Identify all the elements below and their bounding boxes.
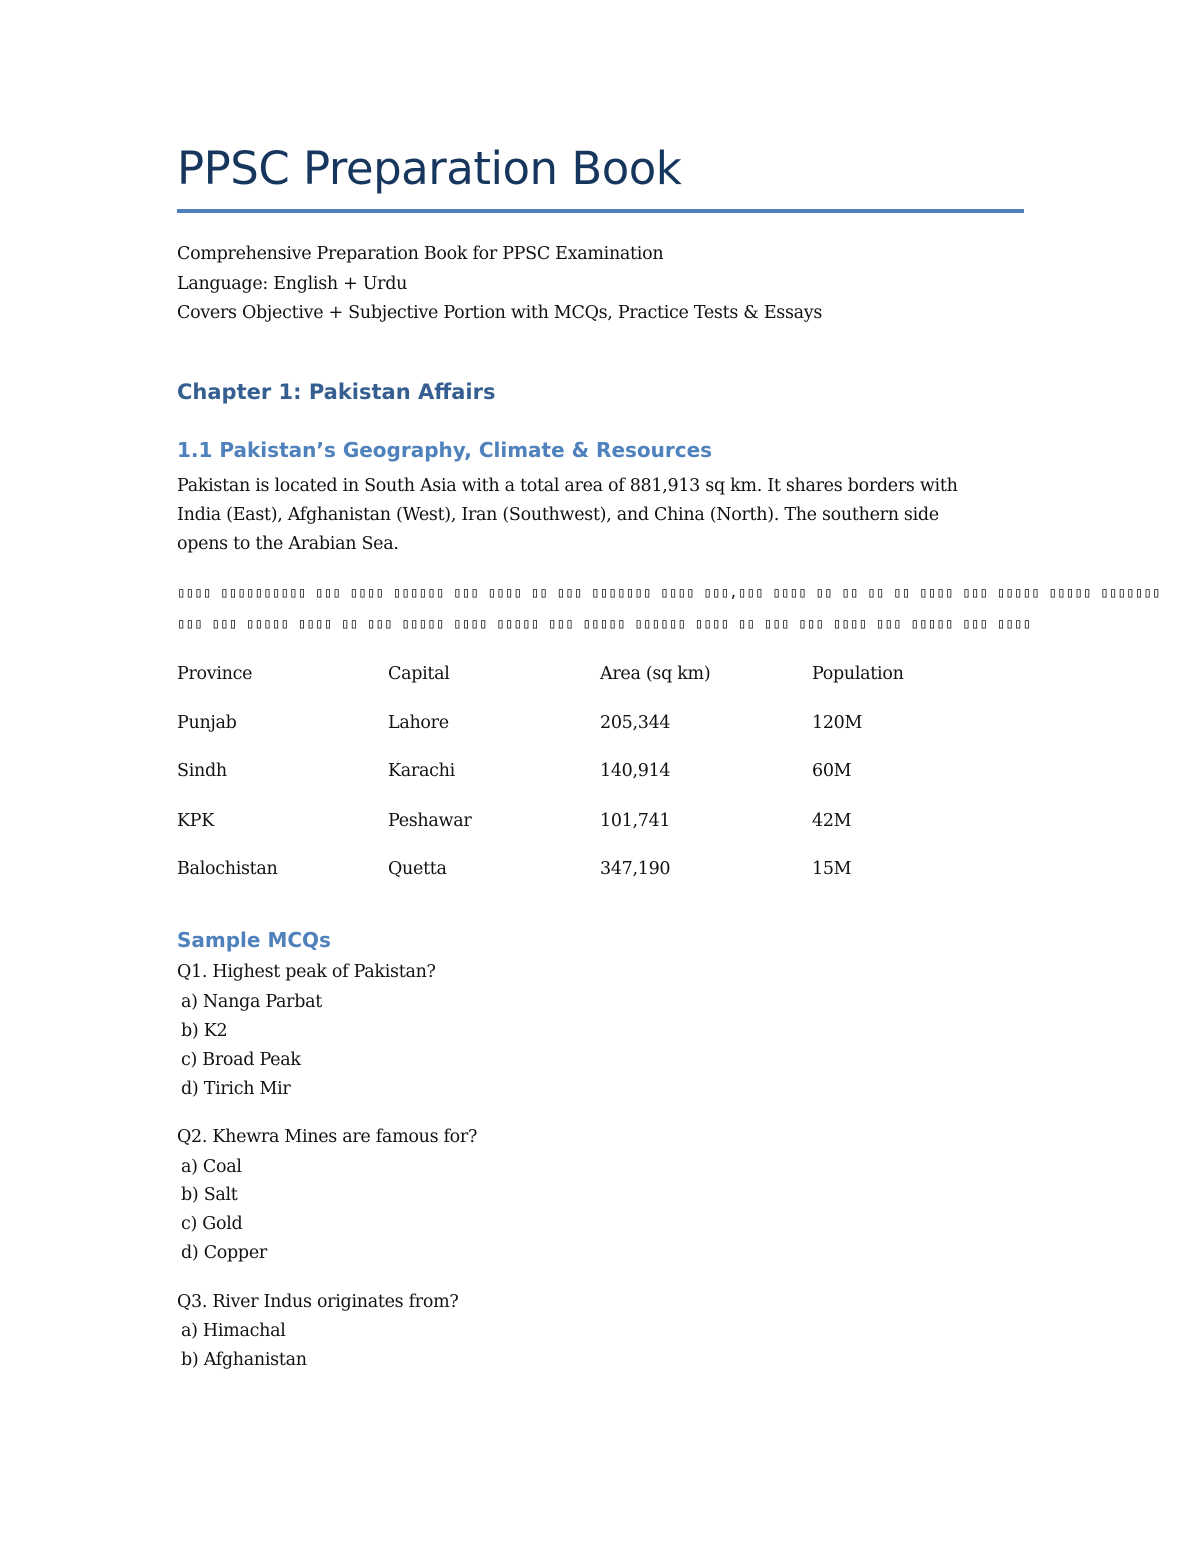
cell-capital: Peshawar [388,811,472,831]
cell-capital: Quetta [388,859,447,879]
table-row [177,811,1024,841]
cell-capital: Lahore [388,713,449,733]
cell-population: 120M [812,713,863,733]
section-heading: 1.1 Pakistan’s Geography, Climate & Resources [177,438,713,462]
mcq-question: Q2. Khewra Mines are famous for? [177,1127,478,1147]
cell-province: KPK [177,811,215,831]
cell-area: 205,344 [600,713,671,733]
mcq-option: a) Nanga Parbat [181,992,322,1012]
cell-population: 60M [812,761,852,781]
header-area: Area (sq km) [600,664,711,684]
header-capital: Capital [388,664,450,684]
meta-description: Comprehensive Preparation Book for PPSC Examination [177,244,664,264]
table-row [177,713,1024,743]
cell-area: 140,914 [600,761,671,781]
cell-capital: Karachi [388,761,455,781]
title-underline [177,209,1024,213]
urdu-line: ▯▯▯▯ ▯▯▯▯▯▯▯▯▯▯ ▯▯▯ ▯▯▯▯ ▯▯▯▯▯▯ ▯▯▯ ▯▯▯▯ ▯▯ ▯▯▯ ▯▯▯▯▯▯▯ ▯▯▯▯ ▯▯▯,▯▯▯ ▯▯▯▯ ▯▯ ▯▯ ▯▯ ▯▯ ▯▯▯▯ ▯▯▯ ▯▯▯▯▯ ▯▯▯▯▯ ▯▯▯▯▯▯▯ [177,585,1161,601]
mcq-question: Q1. Highest peak of Pakistan? [177,962,436,982]
cell-province: Punjab [177,713,237,733]
table-row [177,859,1024,889]
cell-population: 42M [812,811,852,831]
mcq-heading: Sample MCQs [177,928,331,952]
cell-area: 101,741 [600,811,671,831]
header-population: Population [812,664,904,684]
chapter-heading: Chapter 1: Pakistan Affairs [177,380,496,404]
urdu-line: ▯▯▯ ▯▯▯ ▯▯▯▯▯ ▯▯▯▯ ▯▯ ▯▯▯ ▯▯▯▯▯ ▯▯▯▯ ▯▯▯▯▯ ▯▯▯ ▯▯▯▯▯ ▯▯▯▯▯▯ ▯▯▯▯ ▯▯ ▯▯▯ ▯▯▯ ▯▯▯▯ ▯▯▯ ▯▯▯▯▯ ▯▯▯ ▯▯▯▯ [177,616,1032,632]
mcq-option: d) Tirich Mir [181,1079,291,1099]
table-row [177,761,1024,791]
meta-coverage: Covers Objective + Subjective Portion with MCQs, Practice Tests & Essays [177,303,823,323]
mcq-option: b) Afghanistan [181,1350,307,1370]
mcq-option: c) Broad Peak [181,1050,301,1070]
paragraph-line: opens to the Arabian Sea. [177,534,399,554]
cell-area: 347,190 [600,859,671,879]
mcq-option: b) K2 [181,1021,228,1041]
mcq-option: a) Himachal [181,1321,286,1341]
mcq-question: Q3. River Indus originates from? [177,1292,459,1312]
header-province: Province [177,664,253,684]
document-title: PPSC Preparation Book [177,142,682,195]
geography-paragraph [177,472,1024,559]
cell-population: 15M [812,859,852,879]
mcq-option: c) Gold [181,1214,243,1234]
paragraph-line: Pakistan is located in South Asia with a total area of 881,913 sq km. It shares borders with [177,476,958,496]
mcq-option: b) Salt [181,1185,238,1205]
mcq-option: a) Coal [181,1157,242,1177]
paragraph-line: India (East), Afghanistan (West), Iran (Southwest), and China (North). The southern side [177,505,939,525]
meta-language: Language: English + Urdu [177,274,408,294]
cell-province: Sindh [177,761,227,781]
province-table-header [177,664,1024,694]
urdu-paragraph [177,578,1161,640]
mcq-option: d) Copper [181,1243,267,1263]
cell-province: Balochistan [177,859,278,879]
